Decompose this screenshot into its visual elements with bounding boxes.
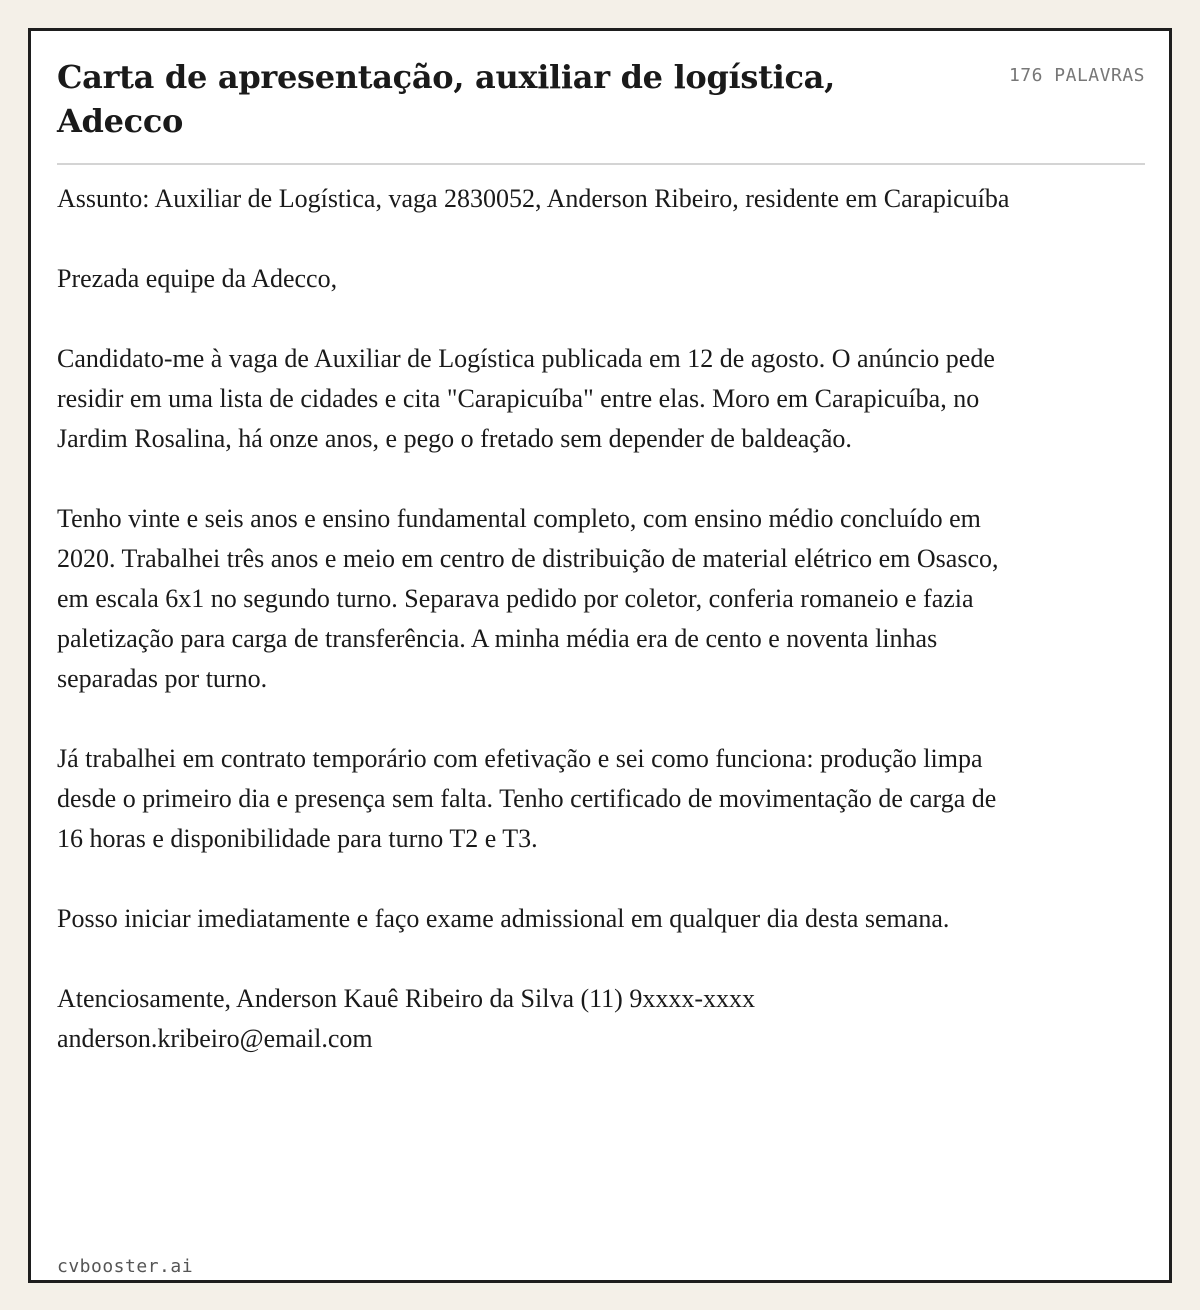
signature-closing: Atenciosamente, Anderson Kauê Ribeiro da Silva (11) 9xxxx-xxxx bbox=[57, 984, 755, 1013]
letter-card bbox=[28, 28, 1172, 1283]
greeting: Prezada equipe da Adecco, bbox=[57, 264, 338, 293]
signature-block bbox=[57, 979, 1017, 1059]
paragraph-application: Candidato-me à vaga de Auxiliar de Logística publicada em 12 de agosto. O anúncio pede residir em uma lista de cidades e cita "Carapicuíba" entre elas. Moro em Carapicuíba, no Jardim Rosalina, há onze anos, e pego o fretado sem depender de baldeação. bbox=[57, 344, 995, 453]
paragraph-temporary-contract: Já trabalhei em contrato temporário com efetivação e sei como funciona: produção limpa desde o primeiro dia e presença sem falta. Tenho certificado de movimentação de carga de 16 horas e disponibilidade para turno T2 e T3. bbox=[57, 744, 997, 853]
paragraph-availability: Posso iniciar imediatamente e faço exame admissional em qualquer dia desta semana. bbox=[57, 904, 950, 933]
subject-line: Assunto: Auxiliar de Logística, vaga 2830052, Anderson Ribeiro, residente em Carapicuíba bbox=[57, 184, 1010, 213]
signature-email: anderson.kribeiro@email.com bbox=[57, 1024, 373, 1053]
letter-header bbox=[57, 51, 1145, 165]
word-count-badge: 176 PALAVRAS bbox=[1008, 65, 1145, 86]
paragraph-experience: Tenho vinte e seis anos e ensino fundamental completo, com ensino médio concluído em 2020. Trabalhei três anos e meio em centro de distribuição de material elétrico em Osasco, em escala 6x1 no segundo turno. Separava pedido por coletor, conferia romaneio e fazia paletização para carga de transferência. A minha média era de cento e noventa linhas separadas por turno. bbox=[57, 504, 999, 693]
page-title: Carta de apresentação, auxiliar de logística, Adecco bbox=[57, 58, 835, 140]
letter-body bbox=[57, 179, 1017, 1059]
brand-footer: cvbooster.ai bbox=[57, 1256, 194, 1277]
